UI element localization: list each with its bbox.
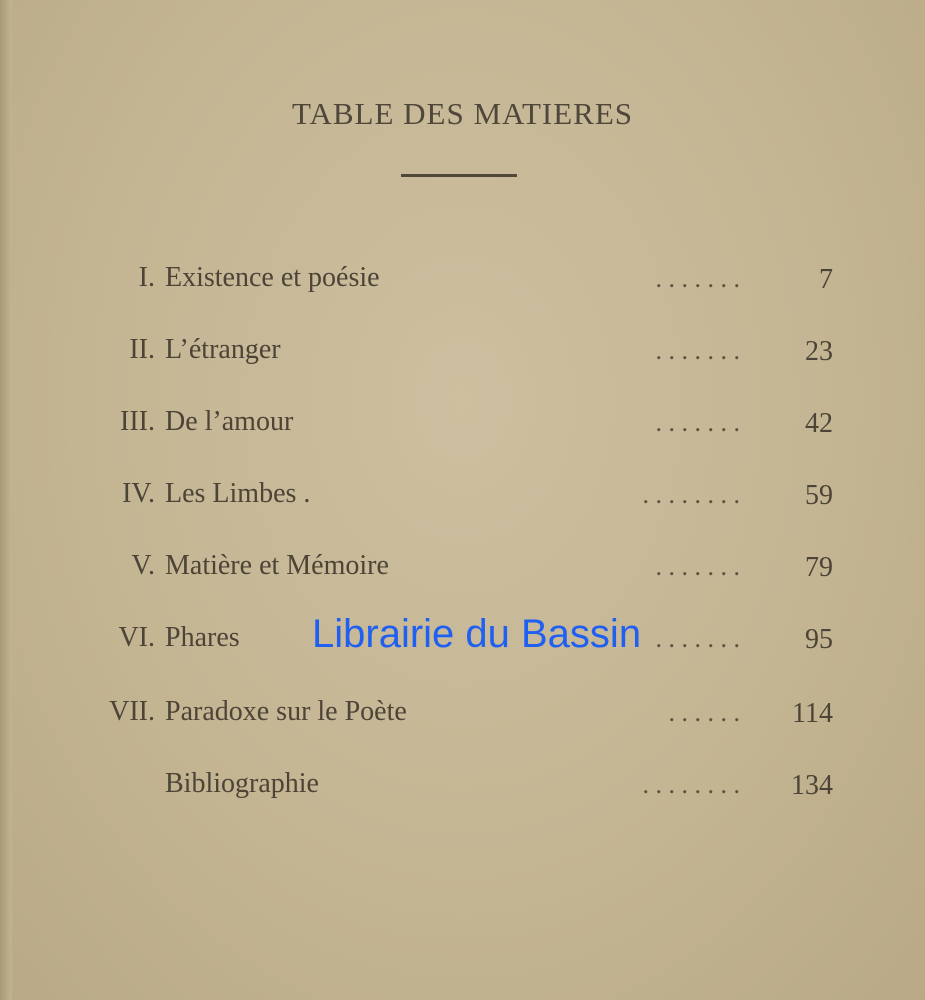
chapter-title: Phares [165, 622, 240, 653]
dot-leader: . . . . . . . [655, 624, 740, 653]
page-number: 42 [805, 408, 833, 439]
toc-entry-1 [0, 262, 925, 302]
chapter-title: Matière et Mémoire [165, 550, 389, 581]
chapter-title: Paradoxe sur le Poète [165, 696, 407, 727]
page-number: 59 [805, 480, 833, 511]
toc-entry-7 [0, 696, 925, 736]
dot-leader: . . . . . . . [655, 336, 740, 365]
page-number: 95 [805, 624, 833, 655]
toc-entry-5 [0, 550, 925, 590]
chapter-title: De l’amour [165, 406, 294, 437]
chapter-numeral: VI. [118, 622, 155, 653]
chapter-title: Les Limbes . [165, 478, 311, 509]
dot-leader: . . . . . . . [655, 408, 740, 437]
page-number: 79 [805, 552, 833, 583]
toc-entry-2 [0, 334, 925, 374]
dot-leader: . . . . . . [668, 698, 740, 727]
chapter-title: L’étranger [165, 334, 281, 365]
chapter-title: Bibliographie [165, 768, 319, 799]
chapter-numeral: II. [129, 334, 155, 365]
chapter-numeral: IV. [122, 478, 155, 509]
chapter-numeral: V. [131, 550, 155, 581]
chapter-title: Existence et poésie [165, 262, 380, 293]
page-number: 23 [805, 336, 833, 367]
dot-leader: . . . . . . . [655, 552, 740, 581]
watermark-text: Librairie du Bassin [312, 612, 642, 656]
toc-entry-4 [0, 478, 925, 518]
page-number: 7 [819, 264, 833, 295]
page-number: 114 [792, 698, 833, 729]
dot-leader: . . . . . . . . [642, 480, 740, 509]
dot-leader: . . . . . . . . [642, 770, 740, 799]
dot-leader: . . . . . . . [655, 264, 740, 293]
chapter-numeral: III. [120, 406, 155, 437]
toc-entry-8 [0, 768, 925, 808]
chapter-numeral: VII. [109, 696, 155, 727]
page-title: TABLE DES MATIERES [291, 96, 634, 131]
toc-entry-3 [0, 406, 925, 446]
chapter-numeral: I. [138, 262, 155, 293]
page-number: 134 [791, 770, 833, 801]
